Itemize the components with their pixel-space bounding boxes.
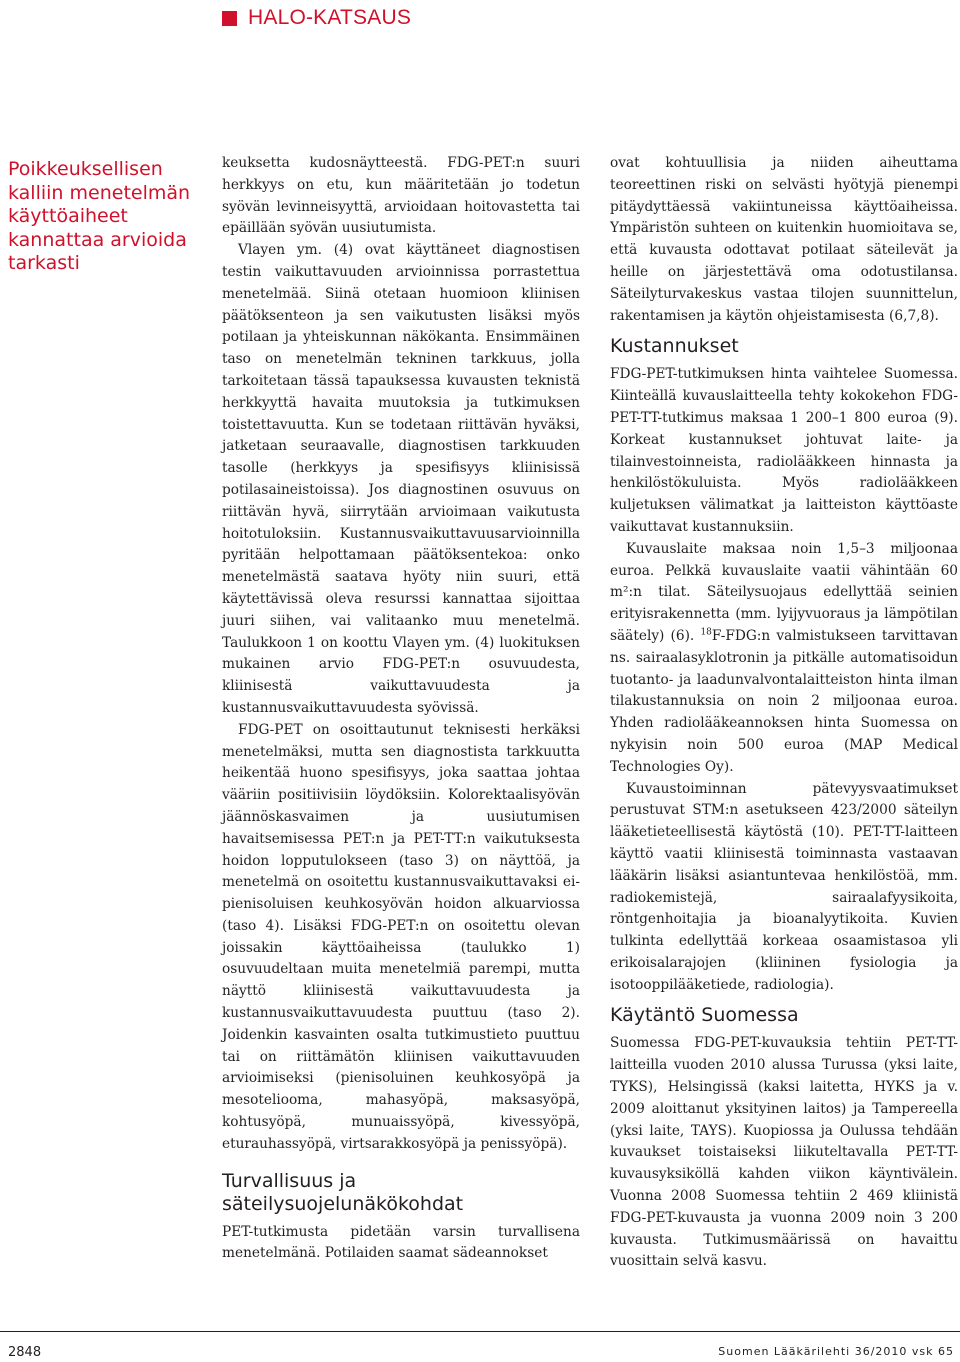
text-span: F-FDG:n valmistukseen tarvittavan ns. sairaalasyklotronin ja pitkälle automatisoidun tuotanto- ja laadunvalvontalaitteiston hinta ilman tilakustannuksia on noin 2 miljoonaa euroa. Yhden radiolääkeannoksen hinta Suomessa on nykyisin noin 500 euroa (MAP Medical Technologies Oy). [610,627,959,775]
text-span: Kuvauslaite maksaa noin 1,5–3 miljoonaa euroa. Pelkkä kuvauslaite vaatii vähintään 60 m²:n tilat. Säteilysuojaus edellyttää seinien erityisrakennetta (mm. lyijyvuoraus ja lämpötilan säätely) (6). [610,540,958,644]
paragraph: Kuvaustoiminnan pätevyysvaatimukset perustuvat STM:n asetukseen 423/2000 säteilyn lääketieteellisestä käytöstä (10). PET-TT-laitteen käyttö vaatii kliinisestä toiminnasta vastaavan lääkärin lisäksi asiantuntevaa henkilöstöä, mm. radiokemistejä, sairaalafyysikoita, röntgenhoitajia ja bioanalyytikoita. Kuvien tulkinta edellyttää korkeaa osaamistasoa yli erikoisalarajojen (kliininen fysiologia ja isotooppilääketiede, radiologia). [610,780,958,993]
paragraph: ovat kohtuullisia ja niiden aiheuttama teoreettinen riski on selvästi hyötyjä pienempi pitäydyttäessä vakiintuneissa käyttöaiheissa. Ympäristön suhteen on kuitenkin huomioitava se, että kuvausta odottavat potilaat säteilevät ja heille on järjestettävä oma odotustilansa. Säteilyturvakeskus vastaa tilojen suunnittelun, rakentamisen ja käytön ohjeistamisesta (6,7,8). [610,155,958,324]
paragraph: Suomessa FDG-PET-kuvauksia tehtiin PET-TT-laitteilla vuoden 2010 alussa Turussa (yksi laite, TYKS), Helsingissä (kaksi laitetta, HYKS ja v. 2009 aloittanut yksityinen laitos) ja Tampereella (yksi laite, TAYS). Kuopiossa ja Oulussa tehdään kuvaukset toistaiseksi liikuteltavalla PET-TT-kuvausyksiköllä kahden viikon käyntivälein. Vuonna 2008 Suomessa tehtiin 2 469 kliinistä FDG-PET-kuvausta ja vuonna 2009 noin 3 200 kuvausta. Tutkimusmäärissä on havaittu vuosittain selvä kasvu. [610,1035,958,1270]
heading-costs: Kustannukset [610,335,739,358]
superscript: 18 [700,627,712,638]
paragraph: Vlayen ym. (4) ovat käyttäneet diagnostisen testin vaikuttavuuden arvioinnissa porrastettua menetelmää. Siinä otetaan huomioon kliinisen päätöksenteon ja sen vaikutusten lisäksi myös potilaan ja yhteiskunnan näkökanta. Ensimmäinen taso on menetelmän tekninen tarkkuus, jolla tarkoitetaan tässä tapauksessa kuvausten teknistä herkkyyttä havaita muutoksia ja tutkimuksen toistettavuutta. Kun se todetaan riittävän hyväksi, jatketaan seuraavalle, diagnostisen tarkkuuden tasolle (herkkyys ja spesifisyys kliinisissä potilasaineistoissa). Jos diagnostinen osuvuus on riittävän hyvä, siirrytään arvioimaan vaikutusta hoitotuloksiin. Kustannusvaikuttavuusarvioinnilla pyritään helpottamaan päätöksentekoa: onko menetelmästä saatava hyöty niin suuri, että käytettävissä oleva resurssi kannattaa sijoittaa juuri siihen, vai valitaanko muu menetelmä. Taulukkoon 1 on koottu Vlayen ym. (4) luokituksen mukainen arvio FDG-PET:n osuvuudesta, kliinisestä vaikuttavuudesta ja kustannusvaikuttavuudesta syövissä. [222,242,580,716]
page-number: 2848 [8,1345,42,1360]
article-column-middle [222,153,580,1265]
section-marker-square [222,11,237,26]
heading-practice: Käytäntö Suomessa [610,1004,799,1027]
section-tag [222,6,411,30]
paragraph: FDG-PET-tutkimuksen hinta vaihtelee Suomessa. Kiinteällä kuvauslaitteella tehty kokokehon FDG-PET-TT-tutkimus maksaa 1 200–1 800 euroa (9). Korkeat kustannukset johtuvat laite- ja tilainvestoinneista, radiolääkkeen hinnasta ja henkilöstökuluista. Myös radiolääkkeen kuljetuksen välimatkat ja laitteiston käyttöaste vaikuttavat kustannuksiin. [610,366,958,535]
journal-name: Suomen Lääkärilehti 36/2010 vsk 65 [718,1345,954,1358]
paragraph: keuksetta kudosnäytteestä. FDG-PET:n suuri herkkyys on etu, kun määritetään jo todetun syövän levinneisyyttä, arvioidaan hoitovastetta tai epäillään syövän uusiutumista. [222,155,580,237]
paragraph: PET-tutkimusta pidetään varsin turvallisena menetelmänä. Potilaiden saamat sädeannokset [222,1223,580,1262]
heading-safety: Turvallisuus ja säteilysuojelunäkökohdat [222,1169,464,1215]
kicker-quote: Poikkeuksellisen kalliin menetelmän käyttöaiheet kannattaa arvioida tarkasti [8,158,191,274]
section-label: HALO-KATSAUS [248,6,412,29]
paragraph: FDG-PET on osoittautunut teknisesti herkäksi menetelmäksi, mutta sen diagnostista tarkkuutta heikentää huono spesifisyys, joka saattaa johtaa vääriin positiivisiin löydöksiin. Kolorektaalisyövän jäännöskasvaimen ja uusiutumisen havaitsemisessa PET:n ja PET-TT:n vaikutuksesta hoidon lopputulokseen (taso 3) on näyttöä, ja menetelmä on osoitettu kustannusvaikuttavaksi ei-pienisoluisen keuhkosyövän hoidon alkuarviossa (taso 4). Lisäksi FDG-PET:n on osoitettu olevan joissakin käyttöaiheissa (taulukko 1) osuvuudeltaan muita menetelmiä parempi, mutta näyttö kliinisestä vaikuttavuudesta ja kustannusvaikuttavuudesta puuttuu (taso 2). Joidenkin kasvainten osalta tutkimustieto puuttuu tai on riittämätön kliinisen vaikuttavuuden arvioimiseksi (pienisoluinen keuhkosyöpä ja mesoteliooma, mahasyöpä, maksasyöpä, kohtusyöpä, munuaissyöpä, kivessyöpä, eturauhassyöpä, virtsarakkosyöpä ja penissyöpä). [222,721,580,1152]
article-column-right [610,153,958,1273]
footer-divider [0,1331,960,1332]
paragraph [610,539,958,779]
